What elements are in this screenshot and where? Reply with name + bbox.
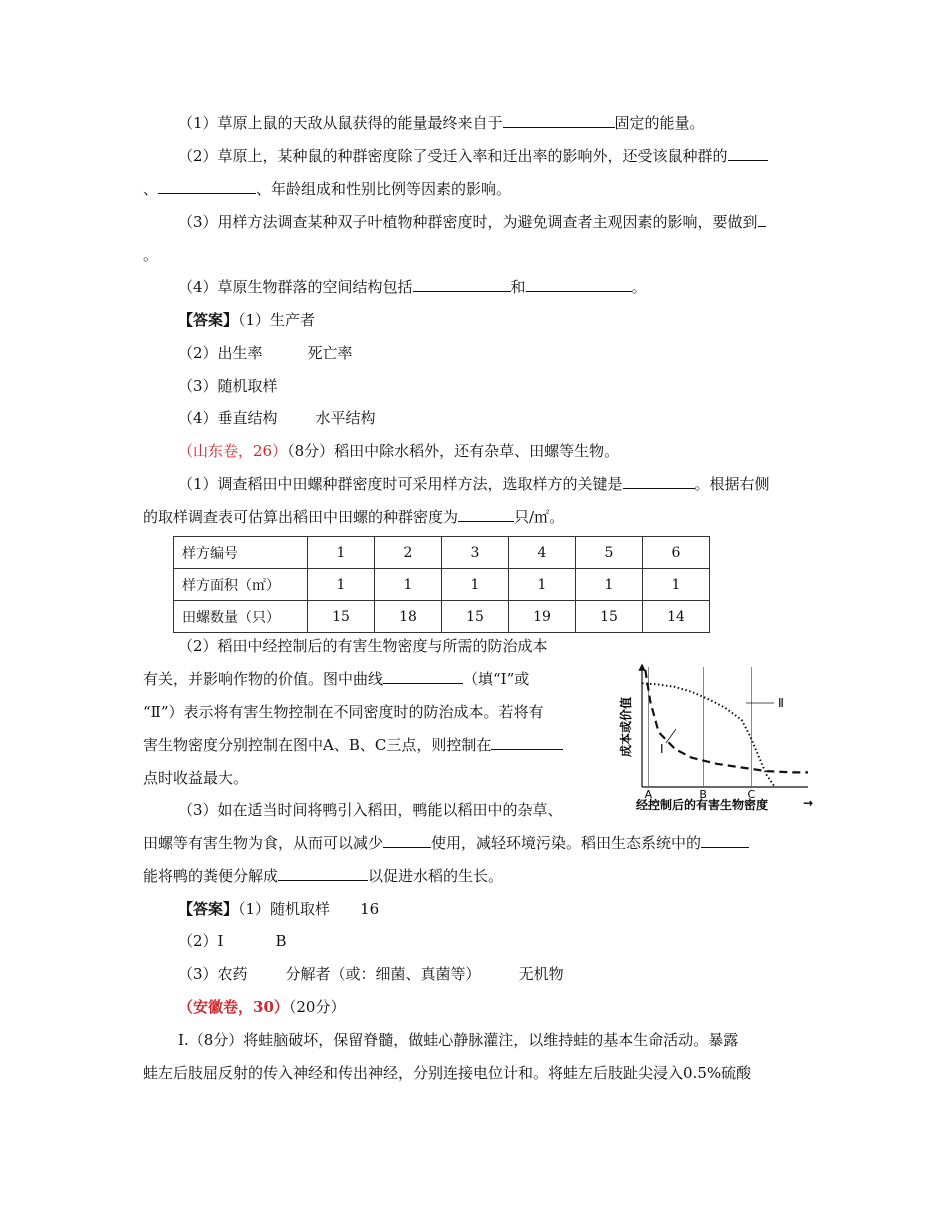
p2-q1-text-d: 只/㎡。 bbox=[514, 508, 565, 526]
p2-q3 bbox=[178, 800, 563, 820]
blank-5[interactable] bbox=[413, 277, 511, 292]
p2-q1 bbox=[178, 474, 770, 494]
p2-q2-text-a: （2）稻田中经控制后的有害生物密度与所需的防治成本 bbox=[178, 637, 548, 655]
x-axis-label: 经控制后的有害生物密度 bbox=[636, 798, 769, 812]
p2-header bbox=[178, 441, 619, 461]
x-tick-label: C bbox=[747, 788, 756, 801]
p2-q1-text-c: 的取样调查表可估算出稻田中田螺的种群密度为 bbox=[143, 508, 459, 526]
series-line-1 bbox=[645, 670, 808, 772]
table-cell: 1 bbox=[509, 569, 576, 601]
table-cell: 1 bbox=[308, 537, 375, 569]
p2-q2-l4 bbox=[143, 735, 563, 755]
p2-q2-l2 bbox=[143, 669, 529, 689]
p2-q2-l3 bbox=[143, 702, 544, 722]
p1-a3: （3）随机取样 bbox=[178, 377, 278, 395]
p2-q1-cont bbox=[143, 507, 564, 527]
p2-q2-text-c: （填“Ⅰ”或 bbox=[463, 670, 530, 688]
blank-1[interactable] bbox=[503, 113, 615, 128]
blank-9[interactable] bbox=[383, 669, 463, 684]
table-cell: 15 bbox=[576, 601, 643, 633]
p1-q2-text-a: （2）草原上，某种鼠的种群密度除了受迁入率和迁出率的影响外，还受该鼠种群的 bbox=[178, 147, 728, 165]
blank-8[interactable] bbox=[458, 507, 514, 522]
p2-q2 bbox=[178, 636, 548, 656]
p2-q1-text-a: （1）调查稻田中田螺种群密度时可采用样方法，选取样方的关键是 bbox=[178, 475, 623, 493]
p2-q3-text-c: 使用，减轻环境污染。稻田生态系统中的 bbox=[431, 834, 702, 852]
series-label-1: Ⅰ bbox=[660, 742, 664, 756]
table-cell: 15 bbox=[442, 601, 509, 633]
p3-text-1: Ⅰ.（8分）将蛙脑破坏，保留脊髓，做蛙心静脉灌注，以维持蛙的基本生命活动。暴露 bbox=[178, 1031, 739, 1049]
blank-7[interactable] bbox=[623, 474, 695, 489]
table-cell: 1 bbox=[442, 569, 509, 601]
p1-q4 bbox=[178, 277, 647, 297]
p2-a3b: 分解者（或：细菌、真菌等） bbox=[285, 965, 481, 983]
p1-q1-text-b: 固定的能量。 bbox=[614, 114, 705, 132]
p3-source: （安徽卷，30） bbox=[178, 998, 289, 1016]
p1-q1 bbox=[178, 113, 705, 133]
blank-3[interactable] bbox=[158, 179, 256, 194]
p2-q3-text-e: 以促进水稻的生长。 bbox=[368, 867, 504, 885]
p1-q2-cont bbox=[143, 179, 511, 199]
table-cell: 1 bbox=[308, 569, 375, 601]
table-cell: 15 bbox=[308, 601, 375, 633]
p2-q3-l3 bbox=[143, 866, 503, 886]
p1-q3-text-b: 。 bbox=[143, 246, 159, 264]
p2-q2-text-f: 点时收益最大。 bbox=[143, 769, 249, 787]
y-axis-label: 成本或价值 bbox=[619, 696, 633, 758]
table-cell: 3 bbox=[442, 537, 509, 569]
p2-answer-3 bbox=[178, 964, 564, 984]
blank-13[interactable] bbox=[278, 866, 368, 881]
p2-q3-text-d: 能将鸭的粪便分解成 bbox=[143, 867, 279, 885]
p1-q4-text-b: 和 bbox=[510, 278, 526, 296]
p1-q1-text-a: （1）草原上鼠的天敌从鼠获得的能量最终来自于 bbox=[178, 114, 503, 132]
table-cell: 1 bbox=[643, 569, 710, 601]
answer-label: 【答案】 bbox=[178, 311, 239, 329]
p2-q2-text-d: “Ⅱ”）表示将有害生物控制在不同密度时的防治成本。若将有 bbox=[143, 703, 544, 721]
blank-10[interactable] bbox=[491, 735, 563, 750]
table-cell: 1 bbox=[576, 569, 643, 601]
p2-q3-text-b: 田螺等有害生物为食，从而可以减少 bbox=[143, 834, 384, 852]
p2-answer-1 bbox=[178, 899, 379, 919]
chart-canvas bbox=[608, 655, 818, 815]
p1-q4-text-c: 。 bbox=[631, 278, 647, 296]
p1-a2a: （2）出生率 bbox=[178, 344, 263, 362]
p1-answer-2 bbox=[178, 343, 353, 363]
p2-source: （山东卷，26） bbox=[178, 442, 288, 460]
x-tick-label: A bbox=[644, 788, 653, 801]
blank-11[interactable] bbox=[383, 833, 431, 848]
row-label: 样方编号 bbox=[174, 537, 308, 569]
row-label: 田螺数量（只） bbox=[174, 601, 308, 633]
table-cell: 1 bbox=[375, 569, 442, 601]
p1-q4-text-a: （4）草原生物群落的空间结构包括 bbox=[178, 278, 413, 296]
series-group bbox=[642, 670, 808, 787]
p1-answer-3 bbox=[178, 376, 278, 396]
series-label-2: Ⅱ bbox=[778, 696, 784, 710]
reference-lines bbox=[649, 667, 752, 787]
blank-4[interactable] bbox=[758, 212, 766, 227]
table-row bbox=[174, 601, 710, 633]
x-axis-arrow: → bbox=[803, 796, 814, 810]
p2-q1-text-b: 。根据右侧 bbox=[694, 475, 770, 493]
table-cell: 19 bbox=[509, 601, 576, 633]
p2-intro: （8分）稻田中除水稻外，还有杂草、田螺等生物。 bbox=[287, 442, 620, 460]
p1-answer-1 bbox=[178, 310, 315, 330]
table-cell: 6 bbox=[643, 537, 710, 569]
p2-answer-2 bbox=[178, 931, 287, 951]
table-cell: 5 bbox=[576, 537, 643, 569]
p1-answer-4 bbox=[178, 408, 376, 428]
p2-a2a: （2）Ⅰ bbox=[178, 932, 224, 950]
p2-a3a: （3）农药 bbox=[178, 965, 248, 983]
table-cell: 4 bbox=[509, 537, 576, 569]
row-label: 样方面积（㎡） bbox=[174, 569, 308, 601]
p1-q2 bbox=[178, 146, 768, 166]
p1-a2b: 死亡率 bbox=[307, 344, 353, 362]
p2-a3c: 无机物 bbox=[518, 965, 564, 983]
p1-a4b: 水平结构 bbox=[315, 409, 376, 427]
cost-value-chart bbox=[608, 655, 818, 819]
p2-a1b: 16 bbox=[360, 900, 380, 918]
x-tick-label: B bbox=[699, 788, 707, 801]
p1-a4a: （4）垂直结构 bbox=[178, 409, 278, 427]
answer-label: 【答案】 bbox=[178, 900, 239, 918]
p3-text-2: 蛙左后肢屈反射的传入神经和传出神经，分别连接电位计和。将蛙左后肢趾尖浸入0.5%硫酸 bbox=[143, 1064, 752, 1082]
p3-header bbox=[178, 997, 345, 1017]
p2-q2-text-b: 有关，并影响作物的价值。图中曲线 bbox=[143, 670, 384, 688]
p3-intro: （20分） bbox=[288, 998, 346, 1016]
table-row bbox=[174, 537, 710, 569]
p3-l2 bbox=[143, 1063, 751, 1083]
p2-q3-l2 bbox=[143, 833, 749, 853]
p1-q2-text-c: 、年龄组成和性别比例等因素的影响。 bbox=[256, 180, 512, 198]
p1-q2-text-b: 、 bbox=[143, 180, 159, 198]
p1-q3-text-a: （3）用样方法调查某种双子叶植物种群密度时，为避免调查者主观因素的影响，要做到 bbox=[178, 213, 758, 231]
p2-q2-text-e: 害生物密度分别控制在图中A、B、C三点，则控制在 bbox=[143, 736, 492, 754]
table-cell: 14 bbox=[643, 601, 710, 633]
series-leader-1 bbox=[666, 729, 676, 743]
blank-12[interactable] bbox=[701, 833, 749, 848]
p3-l1 bbox=[178, 1030, 738, 1050]
p2-a2b: B bbox=[275, 932, 287, 950]
p1-q3-cont bbox=[143, 245, 158, 265]
p2-q3-text-a: （3）如在适当时间将鸭引入稻田，鸭能以稻田中的杂草、 bbox=[178, 801, 563, 819]
table-cell: 2 bbox=[375, 537, 442, 569]
p1-q3 bbox=[178, 212, 766, 232]
sample-table bbox=[173, 536, 710, 633]
p2-a1a: （1）随机取样 bbox=[238, 900, 331, 918]
blank-6[interactable] bbox=[526, 277, 632, 292]
p1-a1: （1）生产者 bbox=[238, 311, 316, 329]
table-cell: 18 bbox=[375, 601, 442, 633]
blank-2[interactable] bbox=[728, 146, 768, 161]
p2-q2-l5 bbox=[143, 768, 248, 788]
table-row bbox=[174, 569, 710, 601]
